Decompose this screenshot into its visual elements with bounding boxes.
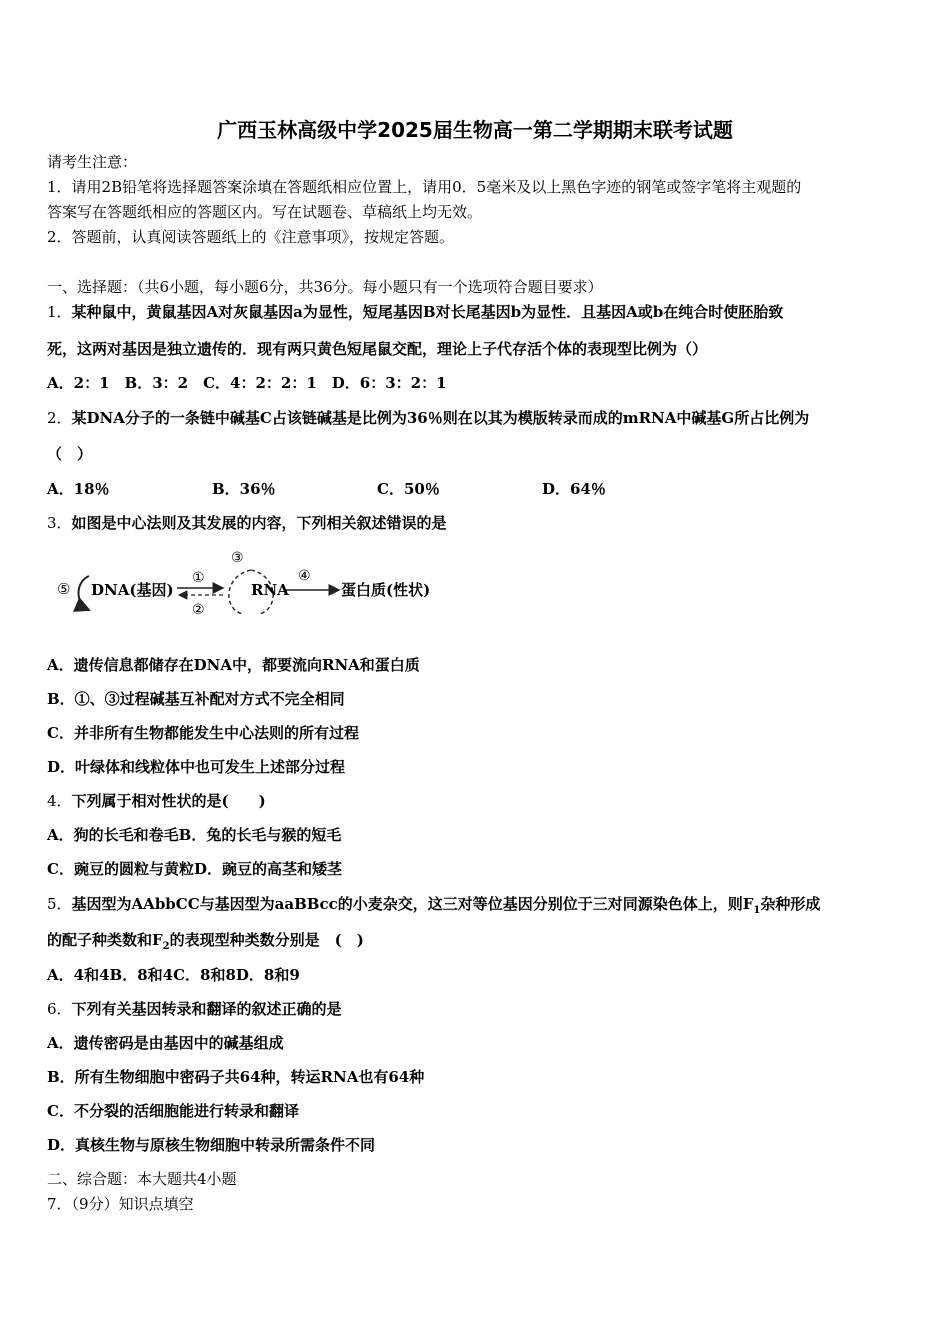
- question-number: 6．: [47, 1000, 72, 1018]
- subscript-1: 1: [753, 905, 761, 916]
- label-1: ①: [192, 570, 205, 586]
- question-stem: 下列有关基因转录和翻译的叙述正确的是: [71, 1000, 342, 1018]
- question-3: [47, 513, 447, 533]
- question-number: 5．: [47, 895, 72, 913]
- option-a: A．18％: [47, 480, 110, 498]
- protein-label: 蛋白质(性状): [341, 581, 431, 599]
- central-dogma-diagram: [55, 548, 455, 620]
- notice-heading: 请考生注意：: [47, 153, 138, 171]
- question-3-option-b: B．①、③过程碱基互补配对方式不完全相同: [47, 690, 345, 708]
- question-stem: 某种鼠中，黄鼠基因A对灰鼠基因a为显性，短尾基因B对长尾基因b为显性．且基因A或b在纯合时使胚胎致: [71, 303, 784, 321]
- notice-line-2: 答案写在答题纸相应的答题区内。写在试题卷、草稿纸上均无效。: [47, 203, 483, 221]
- question-7: [47, 1194, 194, 1214]
- question-3-option-a: A．遗传信息都储存在DNA中，都要流向RNA和蛋白质: [47, 656, 420, 674]
- replication-arrow: [79, 576, 90, 610]
- option-b: B．36％: [212, 480, 276, 498]
- section-1-heading: 一、选择题：（共6小题，每小题6分，共36分。每小题只有一个选项符合题目要求）: [47, 278, 603, 296]
- option-d: D．64％: [542, 480, 606, 498]
- question-stem-d: 的表现型种类数分别是 ( ): [169, 931, 364, 949]
- question-stem: （9分）知识点填空: [71, 1195, 194, 1213]
- question-1-cont: 死，这两对基因是独立遗传的．现有两只黄色短尾鼠交配，理论上子代存活个体的表现型比例为（）: [47, 340, 708, 358]
- question-2: [47, 408, 809, 428]
- section-2-heading: 二、综合题：本大题共4小题: [47, 1170, 237, 1188]
- question-stem-c: 的配子种类数和F: [47, 931, 163, 949]
- question-4: [47, 791, 266, 811]
- question-stem: 某DNA分子的一条链中碱基C占该链碱基是比例为36％则在以其为模版转录而成的mRNA中碱基G所占比例为: [71, 409, 810, 427]
- question-number: 2．: [47, 409, 72, 427]
- question-number: 4．: [47, 792, 72, 810]
- page-title: 广西玉林高级中学2025届生物高一第二学期期末联考试题: [217, 118, 733, 142]
- question-5: [47, 894, 820, 921]
- question-stem-b: 杂种形成: [760, 895, 821, 913]
- label-4: ④: [298, 568, 311, 584]
- question-6-option-c: C．不分裂的活细胞能进行转录和翻译: [47, 1102, 299, 1120]
- question-5-cont: [47, 930, 364, 957]
- notice-line-1: 1．请用2B铅笔将选择题答案涂填在答题纸相应位置上，请用0．5毫米及以上黑色字迹的钢笔或签字笔将主观题的: [47, 178, 802, 196]
- question-3-option-c: C．并非所有生物都能发生中心法则的所有过程: [47, 724, 359, 742]
- question-number: 7．: [47, 1195, 72, 1213]
- question-6-option-d: D．真核生物与原核生物细胞中转录所需条件不同: [47, 1136, 376, 1154]
- question-2-cont: （ ）: [47, 445, 93, 463]
- question-4-options-cd: C．豌豆的圆粒与黄粒D．豌豆的高茎和矮茎: [47, 860, 342, 878]
- label-2: ②: [192, 602, 205, 618]
- rna-replication-arc-left: [229, 570, 251, 614]
- subscript-2: 2: [162, 941, 170, 952]
- question-stem-a: 基因型为AAbbCC与基因型为aaBBcc的小麦杂交，这三对等位基因分别位于三对同源染色体上，则F: [71, 895, 754, 913]
- label-5: ⑤: [57, 580, 71, 598]
- question-number: 3．: [47, 514, 72, 532]
- question-1-options: A．2：1 B．3：2 C．4：2：2：1 D．6：3：2：1: [47, 374, 447, 392]
- question-3-option-d: D．叶绿体和线粒体中也可发生上述部分过程: [47, 758, 346, 776]
- question-1: [47, 302, 783, 322]
- question-number: 1．: [47, 303, 72, 321]
- question-6-option-b: B．所有生物细胞中密码子共64种，转运RNA也有64种: [47, 1068, 425, 1086]
- notice-line-3: 2．答题前，认真阅读答题纸上的《注意事项》，按规定答题。: [47, 228, 455, 246]
- question-stem: 如图是中心法则及其发展的内容，下列相关叙述错误的是: [71, 514, 447, 532]
- question-6: [47, 999, 342, 1019]
- dna-label: DNA(基因): [91, 581, 174, 599]
- question-4-options-ab: A．狗的长毛和卷毛B．兔的长毛与猴的短毛: [47, 826, 342, 844]
- label-3: ③: [231, 550, 244, 566]
- rna-label: RNA: [251, 581, 289, 599]
- question-5-options: A．4和4B．8和4C．8和8D．8和9: [47, 966, 300, 984]
- question-6-option-a: A．遗传密码是由基因中的碱基组成: [47, 1034, 284, 1052]
- option-c: C．50％: [377, 480, 440, 498]
- question-stem: 下列属于相对性状的是( ): [71, 792, 266, 810]
